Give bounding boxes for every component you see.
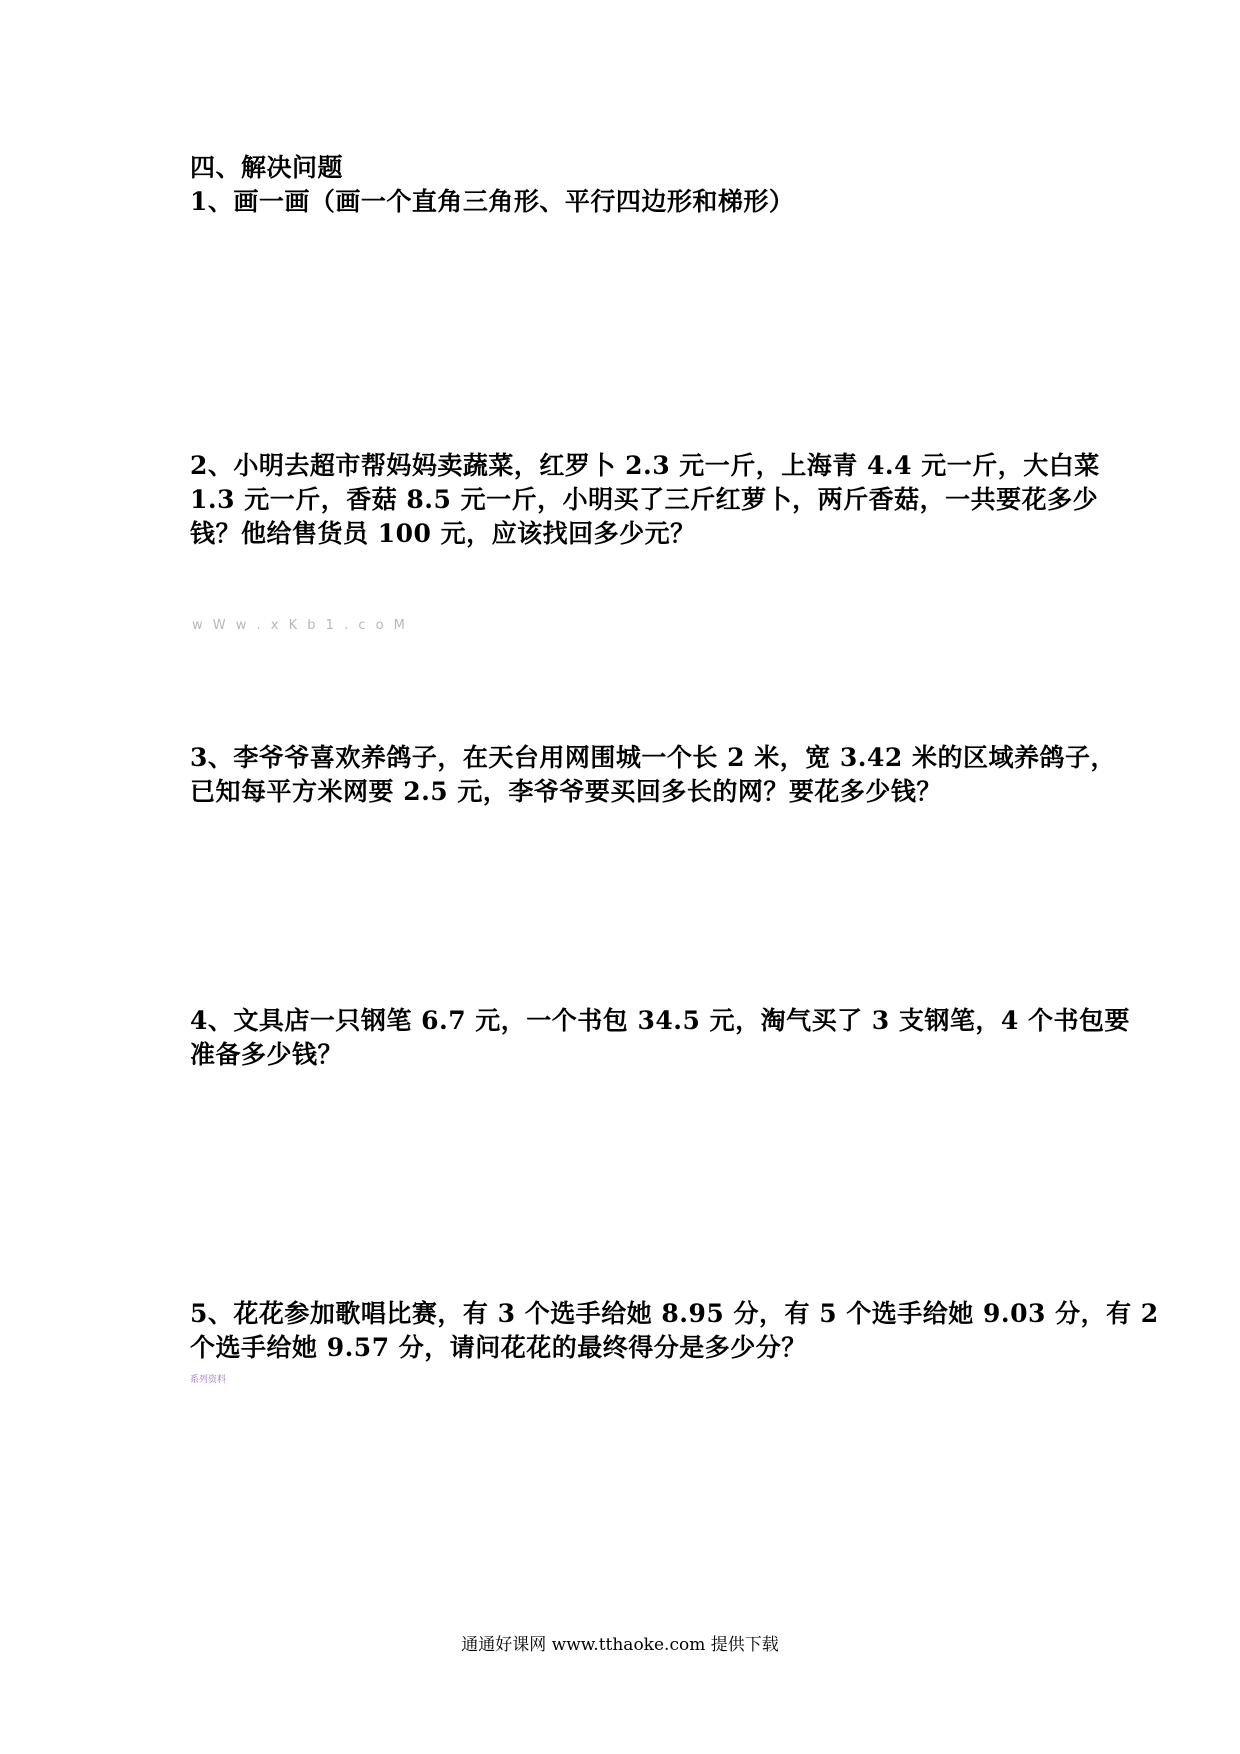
question-5-line-1: 5、花花参加歌唱比赛，有 3 个选手给她 8.95 分，有 5 个选手给她 9.03 分，有 2 [190,1299,1159,1328]
question-5-line-2: 个选手给她 9.57 分，请问花花的最终得分是多少分？ [190,1333,807,1362]
question-3-line-1: 3、李爷爷喜欢养鸽子，在天台用网围城一个长 2 米，宽 3.42 米的区域养鸽子， [190,743,1116,772]
section-title: 四、解决问题 [190,153,344,182]
question-4-line-1: 4、文具店一只钢笔 6.7 元，一个书包 34.5 元，淘气买了 3 支钢笔，4 个书包要 [190,1006,1130,1035]
question-2-line-3: 钱？他给售货员 100 元，应该找回多少元？ [190,519,696,548]
page-footer: 通通好课网 www.tthaoke.com 提供下载 [461,1635,779,1655]
question-2-line-2: 1.3 元一斤，香菇 8.5 元一斤，小明买了三斤红萝卜，两斤香菇，一共要花多少 [190,485,1099,514]
question-4-line-2: 准备多少钱？ [190,1040,344,1069]
question-2-line-1: 2、小明去超市帮妈妈卖蔬菜，红罗卜 2.3 元一斤，上海青 4.4 元一斤，大白菜 [190,451,1100,480]
question-3-line-2: 已知每平方米网要 2.5 元，李爷爷要买回多长的网？要花多少钱？ [190,777,942,806]
series-tag: 系列资料 [190,1375,227,1385]
watermark-text: w W w . x K b 1 . c o M [192,618,408,633]
question-1-line-1: 1、画一画（画一个直角三角形、平行四边形和梯形） [190,187,795,216]
